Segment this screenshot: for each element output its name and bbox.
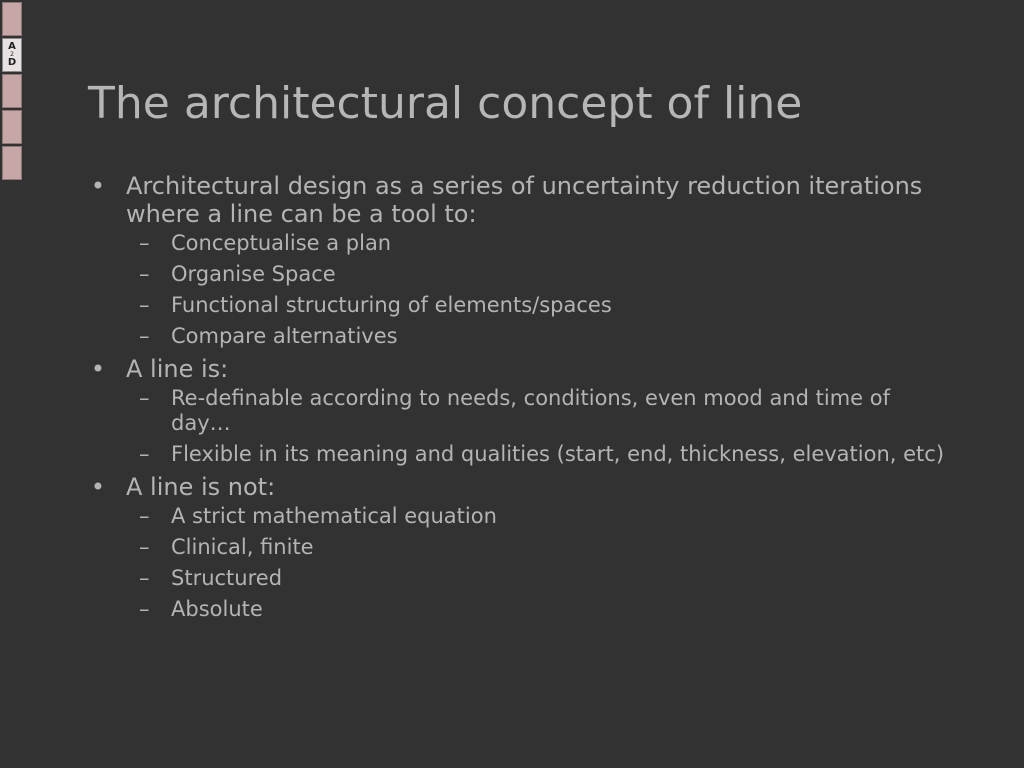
sub-item [126, 262, 948, 287]
bullet-list [88, 172, 948, 622]
sub-item-text: Flexible in its meaning and qualities (start, end, thickness, elevation, etc) [171, 442, 945, 466]
sub-item-text: Organise Space [171, 262, 336, 286]
bullet-item-2 [88, 355, 948, 467]
sub-item [126, 504, 948, 529]
nav-tab-a2d[interactable] [2, 38, 22, 72]
bullet-dot: • [90, 473, 106, 501]
sub-item-text: Compare alternatives [171, 324, 398, 348]
bullet-dot: • [90, 355, 106, 383]
bullet-dot: • [90, 172, 106, 200]
dash-marker: – [139, 324, 150, 348]
nav-tab-4[interactable] [2, 110, 22, 144]
sub-list [126, 386, 948, 467]
sub-item [126, 386, 948, 436]
dash-marker: – [139, 231, 150, 255]
sub-list [126, 504, 948, 622]
sub-list [126, 231, 948, 349]
sub-item [126, 293, 948, 318]
slide-title: The architectural concept of line [88, 78, 803, 129]
nav-tab-1[interactable] [2, 2, 22, 36]
nav-tab-a2d-bottom: D [7, 57, 17, 68]
sub-item-text: Re-definable according to needs, conditions, even mood and time of day… [171, 386, 890, 435]
sub-item [126, 324, 948, 349]
bullet-item-1 [88, 172, 948, 349]
sub-item [126, 535, 948, 560]
dash-marker: – [139, 262, 150, 286]
sub-item-text: Conceptualise a plan [171, 231, 392, 255]
dash-marker: – [139, 566, 150, 590]
dash-marker: – [139, 597, 150, 621]
bullet-item-3 [88, 473, 948, 622]
bullet-text: Architectural design as a series of uncertainty reduction iterations where a line can be a tool to: [126, 172, 923, 228]
sub-item-text: A strict mathematical equation [171, 504, 497, 528]
sub-item-text: Functional structuring of elements/spaces [171, 293, 612, 317]
dash-marker: – [139, 504, 150, 528]
slide-content [88, 168, 948, 628]
nav-tab-5[interactable] [2, 146, 22, 180]
bullet-text: A line is: [126, 355, 229, 383]
dash-marker: – [139, 293, 150, 317]
dash-marker: – [139, 535, 150, 559]
bullet-text: A line is not: [126, 473, 276, 501]
sub-item [126, 566, 948, 591]
nav-tab-a2d-top: A [8, 41, 16, 52]
sub-item [126, 231, 948, 256]
nav-tab-3[interactable] [2, 74, 22, 108]
dash-marker: – [139, 442, 150, 466]
sub-item-text: Structured [171, 566, 283, 590]
sub-item-text: Absolute [171, 597, 263, 621]
sub-item [126, 442, 948, 467]
sub-item [126, 597, 948, 622]
dash-marker: – [139, 386, 150, 410]
nav-tab-a2d-mid: 2 [10, 51, 14, 58]
sub-item-text: Clinical, finite [171, 535, 314, 559]
slide-nav-strip [2, 2, 22, 180]
